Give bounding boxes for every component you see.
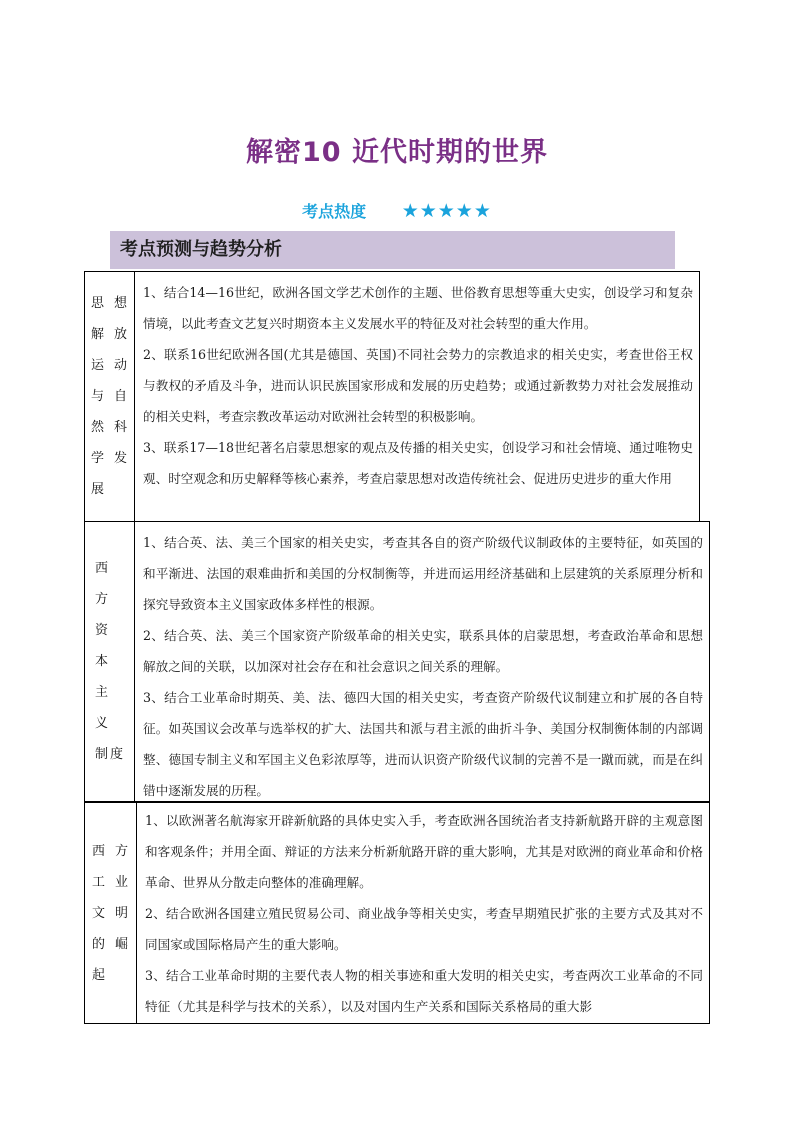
list-item: 2、联系16世纪欧洲各国(尤其是德国、英国)不同社会势力的宗教追求的相关史实，考查世俗王权与教权的矛盾及斗争，进而认识民族国家形成和发展的历史趋势；或通过新教势力对社会发展推动的相关史料，考查宗教改革运动对欧洲社会转型的积极影响。 bbox=[143, 347, 693, 424]
row-topic-cell bbox=[84, 802, 136, 1024]
row-topic: 西 方 工 业 文 明 的 崛 起 bbox=[92, 843, 128, 983]
list-item: 3、结合工业革命时期的主要代表人物的相关事迹和重大发明的相关史实，考查两次工业革命的不同特征（尤其是科学与技术的关系），以及对国内生产关系和国际关系格局的重大影 bbox=[145, 968, 703, 1014]
heat-rating bbox=[0, 199, 794, 222]
list-item: 2、结合英、法、美三个国家资产阶级革命的相关史实，联系具体的启蒙思想，考查政治革命和思想解放之间的关联，以加深对社会存在和社会意识之间关系的理解。 bbox=[143, 628, 703, 674]
row-topic: 思 想 解 放 运 动 与 自 然 科 学 发 展 bbox=[91, 296, 127, 497]
section-title: 考点预测与趋势分析 bbox=[110, 231, 675, 269]
list-item: 1、结合英、法、美三个国家的相关史实，考查其各自的资产阶级代议制政体的主要特征，如英国的和平渐进、法国的艰难曲折和美国的分权制衡等，并进而运用经济基础和上层建筑的关系原理分析和探究导致资本主义国家政体多样性的根源。 bbox=[143, 535, 703, 612]
list-item: 3、联系17—18世纪著名启蒙思想家的观点及传播的相关史实，创设学习和社会情境、通过唯物史观、时空观念和历史解释等核心素养，考查启蒙思想对改造传统社会、促进历史进步的重大作用 bbox=[143, 440, 693, 486]
row-topic: 西 方 资 本 主 义 制度 bbox=[95, 561, 123, 762]
row-topic-cell bbox=[84, 271, 134, 522]
page-title: 解密10 近代时期的世界 bbox=[246, 137, 548, 168]
star-rating-icon: ★★★★★ bbox=[401, 200, 492, 222]
heat-label: 考点热度 bbox=[302, 202, 367, 221]
list-item: 1、以欧洲著名航海家开辟新航路的具体史实入手，考查欧洲各国统治者支持新航路开辟的主观意图和客观条件；并用全面、辩证的方法来分析新航路开辟的重大影响，尤其是对欧洲的商业革命和价格革命、世界从分散走向整体的准确理解。 bbox=[145, 813, 703, 890]
list-item: 3、结合工业革命时期英、美、法、德四大国的相关史实，考查资产阶级代议制建立和扩展的各自特征。如英国议会改革与选举权的扩大、法国共和派与君主派的曲折斗争、美国分权制衡体制的内部调整、德国专制主义和军国主义色彩浓厚等，进而认识资产阶级代议制的完善不是一蹴而就，而是在纠错中逐渐发展的历程。 bbox=[143, 690, 703, 798]
list-item: 2、结合欧洲各国建立殖民贸易公司、商业战争等相关史实，考查早期殖民扩张的主要方式及其对不同国家或国际格局产生的重大影响。 bbox=[145, 906, 703, 952]
list-item: 1、结合14—16世纪，欧洲各国文学艺术创作的主题、世俗教育思想等重大史实，创设学习和复杂情境，以此考查文艺复兴时期资本主义发展水平的特征及对社会转型的重大作用。 bbox=[143, 285, 693, 331]
row-topic-cell bbox=[84, 521, 134, 802]
